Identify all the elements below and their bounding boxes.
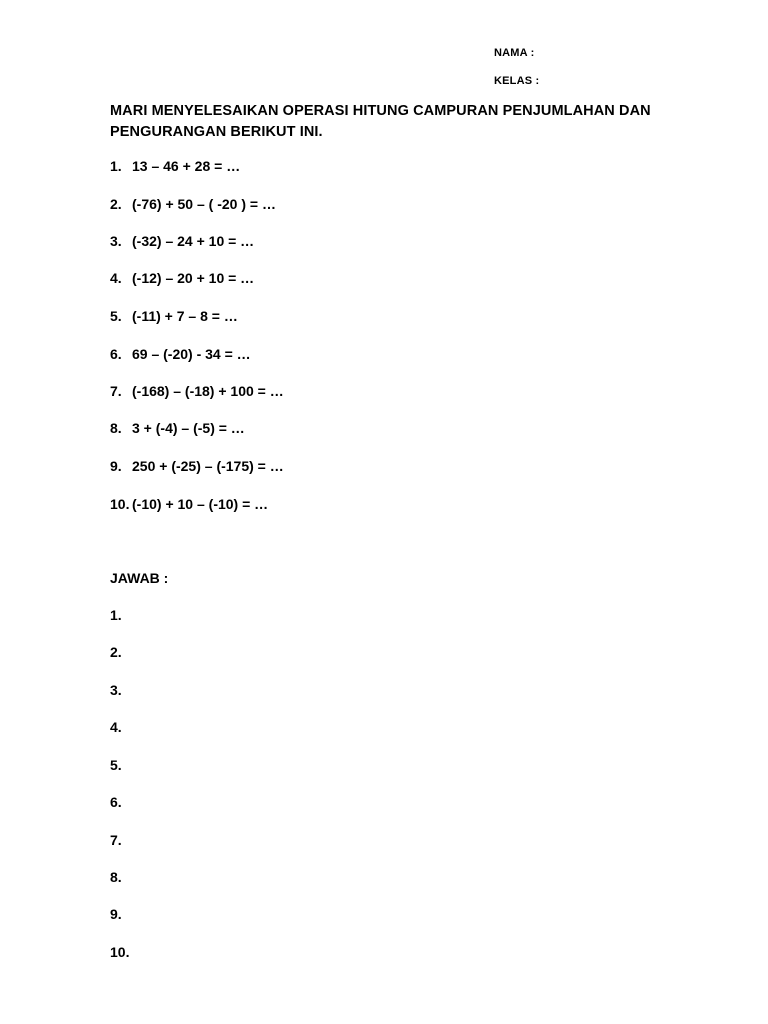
question-item [110, 345, 251, 363]
question-expression: (-11) + 7 – 8 = … [132, 308, 238, 324]
answer-number: 5. [110, 757, 122, 773]
question-expression: 13 – 46 + 28 = … [132, 158, 241, 174]
question-expression: (-76) + 50 – ( -20 ) = … [132, 196, 276, 212]
question-item [110, 382, 284, 400]
question-number: 4. [110, 270, 122, 286]
question-number: 10. [110, 496, 130, 512]
answer-number: 7. [110, 832, 122, 848]
answer-number: 10. [110, 944, 130, 960]
question-item [110, 495, 268, 513]
question-item [110, 307, 238, 325]
kelas-label: KELAS : [494, 75, 540, 87]
question-expression: (-32) – 24 + 10 = … [132, 233, 255, 249]
question-number: 8. [110, 420, 122, 436]
question-expression: 3 + (-4) – (-5) = … [132, 420, 245, 436]
answer-number: 4. [110, 719, 122, 735]
question-item [110, 419, 245, 437]
question-number: 2. [110, 196, 122, 212]
question-expression: 69 – (-20) - 34 = … [132, 346, 251, 362]
question-number: 9. [110, 458, 122, 474]
question-item [110, 195, 276, 213]
question-expression: 250 + (-25) – (-175) = … [132, 458, 284, 474]
question-number: 7. [110, 383, 122, 399]
question-expression: (-10) + 10 – (-10) = … [132, 496, 269, 512]
instruction-text: MARI MENYELESAIKAN OPERASI HITUNG CAMPURAN PENJUMLAHAN DAN PENGURANGAN BERIKUT INI. [110, 103, 651, 140]
answer-number: 2. [110, 644, 122, 660]
answer-number: 8. [110, 869, 122, 885]
question-number: 1. [110, 158, 122, 174]
answer-number: 6. [110, 794, 122, 810]
answer-number: 1. [110, 607, 122, 623]
question-item [110, 232, 254, 250]
question-item [110, 457, 284, 475]
question-item [110, 269, 254, 287]
answer-number: 3. [110, 682, 122, 698]
nama-label: NAMA : [494, 47, 535, 59]
answer-heading: JAWAB : [110, 570, 169, 586]
question-expression: (-12) – 20 + 10 = … [132, 270, 255, 286]
question-expression: (-168) – (-18) + 100 = … [132, 383, 284, 399]
question-number: 3. [110, 233, 122, 249]
question-item [110, 157, 240, 175]
question-number: 5. [110, 308, 122, 324]
answer-number: 9. [110, 906, 122, 922]
question-number: 6. [110, 346, 122, 362]
